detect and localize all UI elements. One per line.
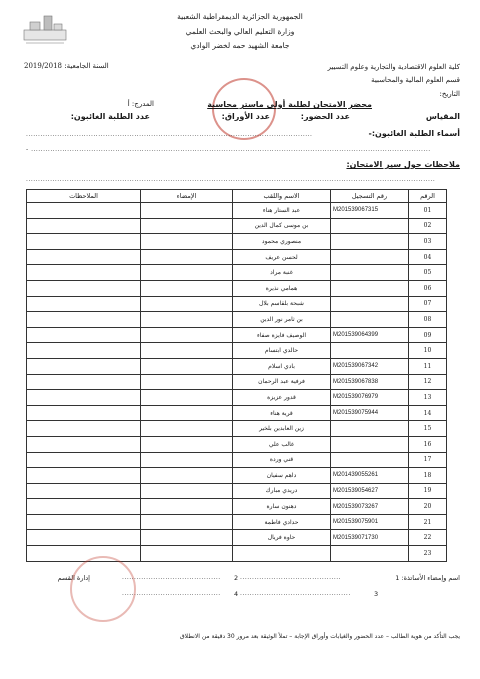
absent-names-dots: ....................................................................................................................... xyxy=(26,131,313,138)
table-row xyxy=(27,218,447,234)
attendance-label: عدد الحضور: xyxy=(300,112,350,121)
row-number: 15 xyxy=(409,421,447,437)
supervisor-3-number: 3 xyxy=(374,590,379,598)
registration-number xyxy=(331,436,409,452)
table-row xyxy=(27,327,447,343)
header-signature: الإمضاء xyxy=(141,190,233,203)
row-number: 20 xyxy=(409,499,447,515)
student-name: حاوة فريال xyxy=(233,530,331,546)
row-number: 14 xyxy=(409,405,447,421)
table-row xyxy=(27,499,447,515)
sheets-label: عدد الأوراق: xyxy=(221,112,270,121)
registration-number xyxy=(331,265,409,281)
row-number: 07 xyxy=(409,296,447,312)
registration-number xyxy=(331,421,409,437)
notes-cell xyxy=(27,374,141,390)
student-name: حدادي فاطمة xyxy=(233,514,331,530)
signature-cell xyxy=(141,405,233,421)
table-row xyxy=(27,514,447,530)
row-number: 04 xyxy=(409,249,447,265)
notes-cell xyxy=(27,234,141,250)
row-number: 22 xyxy=(409,530,447,546)
notes-cell xyxy=(27,203,141,219)
table-row xyxy=(27,234,447,250)
table-row xyxy=(27,436,447,452)
header-name: الاسم واللقب xyxy=(233,190,331,203)
signature-cell xyxy=(141,218,233,234)
row-number: 23 xyxy=(409,546,447,562)
signature-cell xyxy=(141,390,233,406)
table-row xyxy=(27,468,447,484)
table-row xyxy=(27,249,447,265)
table-row xyxy=(27,421,447,437)
student-name: بن موسى كمال الدين xyxy=(233,218,331,234)
table-row xyxy=(27,203,447,219)
university-title: جامعة الشهيد حمه لخضر الوادي xyxy=(190,41,290,50)
date-label: التاريخ: xyxy=(439,90,460,98)
signature-cell xyxy=(141,280,233,296)
notes-cell xyxy=(27,327,141,343)
registration-number: M201539073267 xyxy=(331,499,409,515)
signature-cell xyxy=(141,343,233,359)
student-name: فرفية عبد الرحمان xyxy=(233,374,331,390)
supervisor-1-dots: .......................................... xyxy=(240,574,342,581)
registration-number xyxy=(331,280,409,296)
registration-number xyxy=(331,312,409,328)
registration-number xyxy=(331,452,409,468)
student-name: غالب علي xyxy=(233,436,331,452)
footer-note: يجب التأكد من هوية الطالب – عدد الحضور والغيابات وأوراق الإجابة – تملأ الوثيقة بعد مرور 30 دقيقة من الانطلاق xyxy=(180,633,460,640)
academic-year: السنة الجامعية: 2019/2018 xyxy=(24,62,109,70)
signature-cell xyxy=(141,499,233,515)
exam-title: محضر الامتحان لطلبة أولى ماستر محاسبة xyxy=(207,100,372,109)
student-name: شبحة بلقاسم بلال xyxy=(233,296,331,312)
notes-cell xyxy=(27,218,141,234)
row-number: 03 xyxy=(409,234,447,250)
student-name: بن ثامر نور الدين xyxy=(233,312,331,328)
notes-cell xyxy=(27,499,141,515)
notes-cell xyxy=(27,343,141,359)
signature-cell xyxy=(141,374,233,390)
registration-number xyxy=(331,296,409,312)
table-row xyxy=(27,280,447,296)
header-notes: الملاحظات xyxy=(27,190,141,203)
student-name: دريدي مبارك xyxy=(233,483,331,499)
student-name: قني وردة xyxy=(233,452,331,468)
signature-cell xyxy=(141,203,233,219)
table-row xyxy=(27,405,447,421)
student-name: الوصيف فايزة صفاء xyxy=(233,327,331,343)
row-number: 02 xyxy=(409,218,447,234)
supervisor-3-dots: .............................................. xyxy=(240,590,351,597)
row-number: 13 xyxy=(409,390,447,406)
header-number: الرقم xyxy=(409,190,447,203)
student-name: بادي اسلام xyxy=(233,358,331,374)
table-row xyxy=(27,343,447,359)
notes-cell xyxy=(27,249,141,265)
signature-cell xyxy=(141,530,233,546)
row-number: 05 xyxy=(409,265,447,281)
row-number: 12 xyxy=(409,374,447,390)
notes-label: ملاحظات حول سير الامتحان: xyxy=(346,160,460,169)
student-name: قرية هناء xyxy=(233,405,331,421)
signature-cell xyxy=(141,234,233,250)
row-number: 09 xyxy=(409,327,447,343)
registration-number xyxy=(331,546,409,562)
student-name: لحسن عريف xyxy=(233,249,331,265)
signature-cell xyxy=(141,249,233,265)
row-number: 01 xyxy=(409,203,447,219)
row-number: 18 xyxy=(409,468,447,484)
registration-number: M201539067342 xyxy=(331,358,409,374)
student-name: داهم سفيان xyxy=(233,468,331,484)
registration-number: M201539064399 xyxy=(331,327,409,343)
department-name: قسم العلوم المالية والمحاسبية xyxy=(371,76,460,84)
supervisors-label: اسم وإمضاء الأساتذة: 1 xyxy=(395,574,460,582)
ministry-title: وزارة التعليم العالي والبحث العلمي xyxy=(185,27,295,36)
student-name: دهنون سارة xyxy=(233,499,331,515)
row-number: 17 xyxy=(409,452,447,468)
supervisor-4-dots: ......................................... xyxy=(122,590,221,597)
signature-cell xyxy=(141,358,233,374)
notes-cell xyxy=(27,390,141,406)
registration-number: M201539071730 xyxy=(331,530,409,546)
row-number: 06 xyxy=(409,280,447,296)
table-row xyxy=(27,530,447,546)
registration-number: M201539075944 xyxy=(331,405,409,421)
row-number: 16 xyxy=(409,436,447,452)
notes-cell xyxy=(27,514,141,530)
table-row xyxy=(27,374,447,390)
notes-cell xyxy=(27,546,141,562)
table-header-row xyxy=(27,190,447,203)
student-name xyxy=(233,546,331,562)
signature-cell xyxy=(141,483,233,499)
registration-number xyxy=(331,249,409,265)
notes-cell xyxy=(27,405,141,421)
signature-cell xyxy=(141,514,233,530)
signature-cell xyxy=(141,327,233,343)
table-row xyxy=(27,296,447,312)
student-name: همامي نذيرة xyxy=(233,280,331,296)
row-number: 08 xyxy=(409,312,447,328)
registration-number: M201539054627 xyxy=(331,483,409,499)
registration-number xyxy=(331,343,409,359)
notes-cell xyxy=(27,358,141,374)
registration-number: M201539076979 xyxy=(331,390,409,406)
notes-cell xyxy=(27,280,141,296)
department-stamp xyxy=(70,556,136,622)
absent-count-label: عدد الطلبة الغائبون: xyxy=(70,112,150,121)
table-row xyxy=(27,483,447,499)
row-number: 11 xyxy=(409,358,447,374)
notes-cell xyxy=(27,530,141,546)
signature-cell xyxy=(141,296,233,312)
attendance-table xyxy=(26,189,447,562)
registration-number: M201539067838 xyxy=(331,374,409,390)
row-number: 19 xyxy=(409,483,447,499)
header-registration: رقم التسجيل xyxy=(331,190,409,203)
table-row xyxy=(27,358,447,374)
signature-cell xyxy=(141,468,233,484)
republic-title: الجمهورية الجزائرية الديمقراطية الشعبية xyxy=(177,12,303,21)
supervisor-2-number: 2 xyxy=(234,574,239,582)
row-number: 21 xyxy=(409,514,447,530)
student-name: قدور عزيزة xyxy=(233,390,331,406)
supervisor-2-dots: ......................................... xyxy=(122,574,221,581)
notes-cell xyxy=(27,312,141,328)
subject-label: المقياس xyxy=(425,112,460,121)
student-name: عبد الستار هناء xyxy=(233,203,331,219)
student-name: غنبة مراد xyxy=(233,265,331,281)
signature-cell xyxy=(141,452,233,468)
signature-cell xyxy=(141,421,233,437)
room-label: المدرج: أ xyxy=(127,100,154,108)
table-row xyxy=(27,312,447,328)
admin-label: إدارة القسم xyxy=(57,574,90,582)
table-row xyxy=(27,390,447,406)
registration-number: M201439055261 xyxy=(331,468,409,484)
notes-cell xyxy=(27,296,141,312)
registration-number xyxy=(331,234,409,250)
notes-cell xyxy=(27,483,141,499)
notes-cell xyxy=(27,436,141,452)
signature-cell xyxy=(141,312,233,328)
faculty-name: كلية العلوم الاقتصادية والتجارية وعلوم التسيير xyxy=(327,63,460,71)
notes-dots: .......................................................................................................................................................................... xyxy=(26,176,436,183)
absent-names-label: أسماء الطلبة الغائبون:- xyxy=(368,129,460,138)
notes-cell xyxy=(27,265,141,281)
notes-cell xyxy=(27,468,141,484)
absent-names-dots-2: - ...................................................................................................................................................................... xyxy=(26,146,431,153)
signature-cell xyxy=(141,265,233,281)
student-name: حالدي ابتسام xyxy=(233,343,331,359)
student-name: منصوري محمود xyxy=(233,234,331,250)
registration-number: M201539075901 xyxy=(331,514,409,530)
supervisor-4-number: 4 xyxy=(234,590,239,598)
registration-number: M201539067315 xyxy=(331,203,409,219)
registration-number xyxy=(331,218,409,234)
student-name: زين العابدين بلخير xyxy=(233,421,331,437)
table-row xyxy=(27,265,447,281)
notes-cell xyxy=(27,452,141,468)
signature-cell xyxy=(141,546,233,562)
row-number: 10 xyxy=(409,343,447,359)
table-row xyxy=(27,452,447,468)
signature-cell xyxy=(141,436,233,452)
notes-cell xyxy=(27,421,141,437)
